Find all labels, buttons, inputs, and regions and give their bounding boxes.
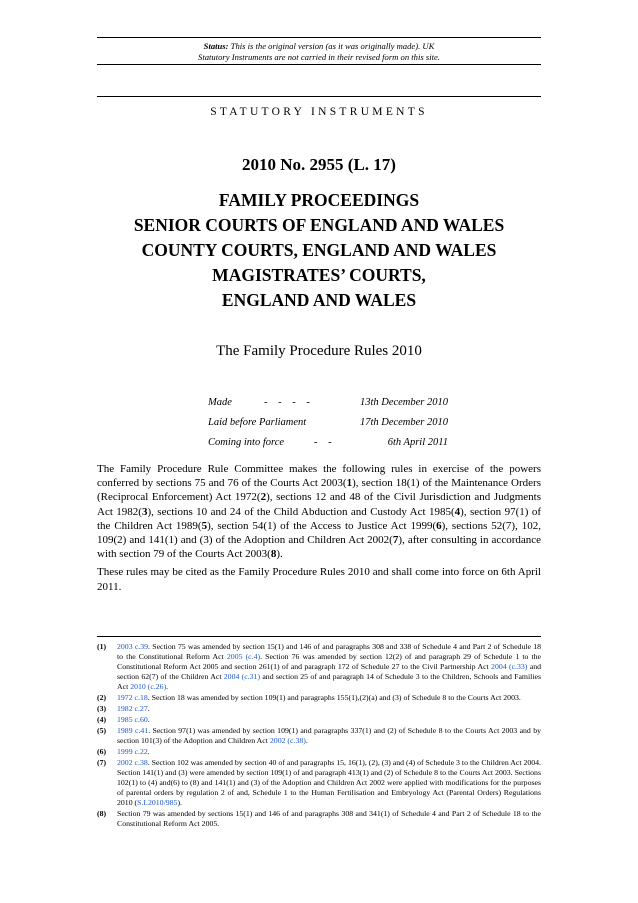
footnote-text: . (166, 682, 169, 691)
footnote-text: ). (177, 798, 182, 807)
text-run: ), section 18(1) of the Maintenance Orders (Reciprocal Enforcement) Act 1972( (97, 477, 541, 504)
footnote-text: and section 62(7) of the Children Act (117, 662, 541, 681)
date-label: Coming into force (208, 437, 285, 448)
footnote (97, 758, 541, 808)
legislation-link[interactable]: 1972 c.18 (117, 693, 148, 702)
top-rule (97, 37, 541, 38)
text-run: ), after consulting in accordance with section 79 of the Courts Act 2003( (97, 534, 542, 561)
footnote-text: . (147, 704, 150, 713)
footnote-number: (7) (97, 758, 107, 767)
legislation-link[interactable]: 2002 (c.38) (269, 736, 306, 745)
subject-line: FAMILY PROCEEDINGS (218, 190, 420, 210)
status-line-2: Statutory Instruments are not carried in their revised form on this site. (198, 52, 440, 62)
status-label: Status: (203, 41, 229, 51)
footnote-number: (2) (97, 693, 107, 702)
text-run: ), sections 12 and 48 of the Civil Jurisdiction and Judgments Act 1982( (97, 491, 541, 518)
body-text (97, 462, 541, 598)
footnote (97, 809, 541, 829)
legislation-link[interactable]: 1982 c.27 (117, 704, 148, 713)
legislation-link[interactable]: 2005 (c.4) (226, 652, 261, 661)
footnote-text: Section 79 was amended by sections 15(1) and 146 of and paragraphs 308 and 341(1) of Schedule 4 and Part 2 of Schedule 18 to the Constitutional Reform Act 2005. (117, 809, 541, 828)
text-run: ), sections 10 and 24 of the Child Abduction and Custody Act 1985( (147, 505, 455, 518)
text-run: ), sections 52(7), 102, 109(2) and 141(1) and (3) of the Adoption and Children Act 2002( (97, 519, 541, 547)
date-label: Laid before Parliament (208, 417, 307, 428)
legislation-link[interactable]: 1985 c.60 (117, 715, 148, 724)
legislation-link[interactable]: S.I.2010/985 (137, 798, 178, 807)
footnote (97, 715, 541, 725)
date-value: 17th December 2010 (359, 417, 448, 428)
subject-headings (60, 188, 578, 313)
subject-line: MAGISTRATES’ COURTS, (212, 265, 426, 285)
footnote-number: (5) (97, 726, 107, 735)
status-line-1: This is the original version (as it was originally made). UK (230, 41, 435, 51)
legislation-link[interactable]: 2004 (c.33) (491, 662, 528, 671)
footnote-ref[interactable]: 5 (201, 519, 208, 532)
subject-line: SENIOR COURTS OF ENGLAND AND WALES (133, 215, 505, 235)
footnote-text: . Section 76 was amended by section 12(2) of and paragraph 29 of Schedule 1 to the Constitutional Reform Act 2005 and section 261(1) of and paragraph 172 of Schedule 27 to the Civil Partnership Act (117, 652, 542, 671)
status-rule (97, 64, 541, 65)
status-notice (97, 41, 541, 63)
legislation-link[interactable]: 2010 (c.26) (130, 682, 167, 691)
footnote (97, 642, 541, 692)
footnote-text: . Section 18 was amended by section 109(1) and paragraphs 155(1),(2)(a) and (3) of Schedule 8 to the Courts Act 2003. (147, 693, 521, 702)
series-rule (97, 96, 541, 97)
date-leader: - - - - (264, 397, 310, 408)
footnote (97, 726, 541, 746)
date-value: 13th December 2010 (359, 397, 448, 408)
subject-line: ENGLAND AND WALES (221, 290, 417, 310)
footnote-number: (6) (97, 747, 107, 756)
rules-title: The Family Procedure Rules 2010 (216, 343, 422, 359)
legislation-link[interactable]: 1999 c.22 (117, 747, 148, 756)
footnote-ref[interactable]: 8 (270, 548, 277, 561)
legislation-link[interactable]: 1989 c.41 (117, 726, 149, 735)
footnote-ref[interactable]: 6 (436, 519, 442, 532)
preamble (97, 462, 541, 561)
footnote-text: and section 25 of and paragraph 14 of Schedule 3 to the Children, Schools and Families Act (117, 672, 541, 691)
text-run: The Family Procedure Rule Committee makes the following rules in exercise of the powers conferred by sections 75 and 76 of the Courts Act 2003( (97, 463, 541, 490)
legislation-link[interactable]: 2003 c.39 (117, 642, 149, 651)
footnote-text: . (305, 736, 308, 745)
date-label: Made (208, 397, 232, 408)
footnote-rule (97, 636, 541, 637)
subject-line: COUNTY COURTS, ENGLAND AND WALES (141, 240, 497, 260)
footnote-text: . (147, 747, 150, 756)
date-value: 6th April 2011 (387, 437, 448, 448)
legislation-link[interactable]: 2004 (c.31) (223, 672, 261, 681)
footnote-ref[interactable]: 1 (346, 477, 353, 490)
legislation-link[interactable]: 2002 c.38 (117, 758, 148, 767)
footnote-number: (8) (97, 809, 107, 818)
text-run: ). (276, 548, 283, 561)
footnote (97, 747, 541, 757)
footnote-text: . (147, 715, 150, 724)
text-run: ), section 97(1) of the Children Act 1989( (97, 505, 541, 532)
footnote-ref[interactable]: 2 (260, 491, 267, 504)
footnote (97, 693, 541, 703)
text-run: ), section 54(1) of the Access to Justice Act 1999( (207, 519, 437, 532)
date-leader: - - (314, 437, 332, 448)
footnote-ref[interactable]: 3 (141, 505, 148, 518)
footnote (97, 704, 541, 714)
series-heading: STATUTORY INSTRUMENTS (210, 106, 428, 118)
footnote-number: (3) (97, 704, 107, 713)
citation-paragraph: These rules may be cited as the Family Procedure Rules 2010 and shall come into force on 6th April 2011. (97, 566, 541, 593)
footnote-text: . Section 102 was amended by section 40 of and paragraphs 15, 16(1), (2), (3) and (4) of Schedule 3 to the Children Act 2004. Section 141(1) and (3) were amended by section 109(1) of and paragraph 413(1) and (2) of Schedule 8 to the Courts Act 2003. Sections 102(1) to (4) and(6) to (8) and 141(1) and (3) of the Adoption and Children Act 2002 were applied with modifications for the purposes of parental orders by regulation 2 of and, Schedule 1 to the Human Fertilisation and Embryology Act (Parental Orders) Regulations 2010 ( (117, 758, 542, 807)
footnotes (97, 642, 541, 830)
footnote-number: (1) (97, 642, 107, 651)
footnote-ref[interactable]: 7 (392, 534, 399, 547)
footnote-ref[interactable]: 4 (454, 505, 461, 518)
instrument-number: 2010 No. 2955 (L. 17) (242, 155, 396, 174)
footnote-text: . Section 97(1) was amended by section 109(1) and paragraphs 337(1) and (2) of Schedule 8 to the Courts Act 2003 and by section 101(3) of the Adoption and Children Act (117, 726, 541, 745)
footnote-number: (4) (97, 715, 107, 724)
footnote-text: . Section 75 was amended by section 15(1) and 146 of and paragraphs 308 and 338 of Schedule 4 and Part 2 of Schedule 18 to the Constitutional Reform Act (117, 642, 541, 661)
